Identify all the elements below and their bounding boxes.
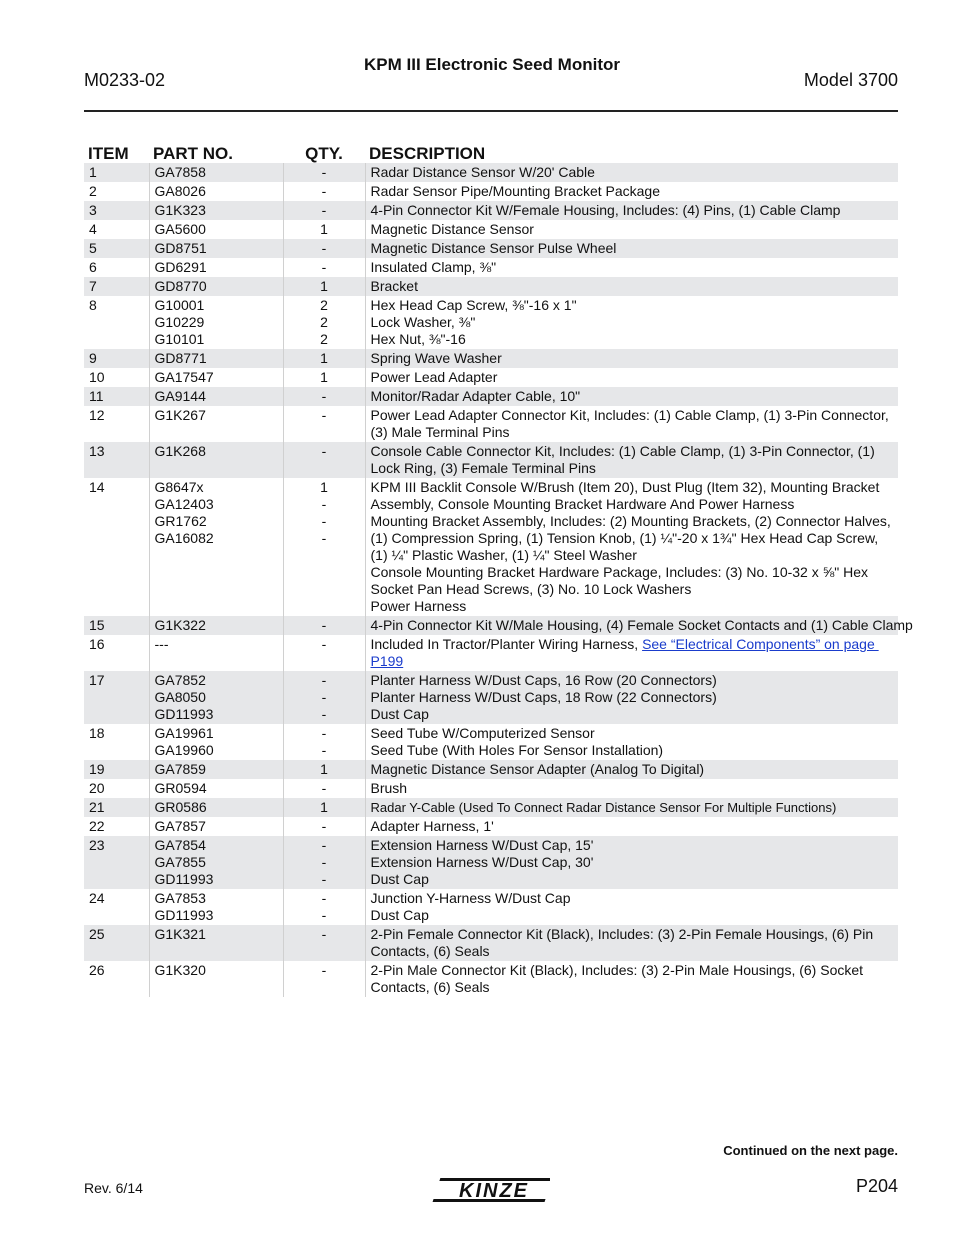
part-number-line: GR0594 bbox=[154, 780, 207, 796]
quantity bbox=[283, 836, 365, 889]
description bbox=[365, 798, 898, 817]
part-number bbox=[149, 258, 283, 277]
quantity bbox=[283, 277, 365, 296]
quantity-line: - bbox=[321, 907, 327, 923]
description-line: Power Lead Adapter bbox=[370, 369, 498, 385]
kinze-logo bbox=[432, 1176, 550, 1204]
item-number: 20 bbox=[89, 780, 105, 796]
document-title: KPM III Electronic Seed Monitor bbox=[364, 55, 620, 74]
item-number: 13 bbox=[84, 442, 149, 478]
electrical-components-link[interactable]: See “Electrical Components” on page bbox=[642, 636, 879, 652]
quantity-line: - bbox=[321, 672, 327, 688]
part-number bbox=[149, 442, 283, 478]
part-number-line: G1K320 bbox=[154, 962, 206, 978]
item-number: 14 bbox=[89, 479, 105, 495]
description-line: Lock Washer, ⅜" bbox=[370, 314, 476, 330]
part-number bbox=[149, 671, 283, 724]
item-number: 19 bbox=[84, 760, 149, 779]
item-number: 6 bbox=[89, 259, 97, 275]
part-number bbox=[149, 296, 283, 349]
quantity bbox=[283, 724, 365, 760]
part-number bbox=[149, 349, 283, 368]
quantity-line: - bbox=[321, 818, 327, 834]
quantity-line: - bbox=[321, 617, 327, 633]
table-row bbox=[84, 239, 898, 258]
description bbox=[365, 406, 898, 442]
quantity bbox=[283, 961, 365, 997]
description-line: (1) Compression Spring, (1) Tension Knob, (1) ¼"-20 x 1¾" Hex Head Cap Screw, bbox=[370, 530, 879, 546]
item-number: 24 bbox=[89, 890, 105, 906]
table-row bbox=[84, 201, 898, 220]
header-rule bbox=[84, 110, 898, 112]
quantity-line: - bbox=[321, 513, 327, 529]
page-link-p199[interactable]: P199 bbox=[370, 653, 404, 669]
quantity-line: - bbox=[321, 183, 327, 199]
description-line: Magnetic Distance Sensor Adapter (Analog To Digital) bbox=[370, 761, 705, 777]
table-row bbox=[84, 635, 898, 671]
part-number-line: GD8771 bbox=[154, 350, 207, 366]
part-number bbox=[149, 889, 283, 925]
part-number-line: GA7854 bbox=[154, 837, 206, 853]
item-number: 16 bbox=[89, 636, 105, 652]
quantity-line: - bbox=[321, 742, 327, 758]
item-number: 26 bbox=[89, 962, 105, 978]
quantity bbox=[283, 239, 365, 258]
quantity-line: - bbox=[321, 854, 327, 870]
part-number-line: GA5600 bbox=[154, 221, 206, 237]
description bbox=[365, 961, 898, 997]
description bbox=[365, 182, 898, 201]
part-number bbox=[149, 277, 283, 296]
table-row bbox=[84, 724, 898, 760]
description-line: Radar Sensor Pipe/Mounting Bracket Package bbox=[370, 183, 660, 199]
quantity bbox=[283, 889, 365, 925]
description bbox=[365, 724, 898, 760]
page-number: P204 bbox=[855, 1176, 898, 1196]
quantity-line: - bbox=[321, 496, 327, 512]
table-row bbox=[84, 163, 898, 182]
table-row bbox=[84, 760, 898, 779]
description-line: Insulated Clamp, ⅜" bbox=[370, 259, 497, 275]
quantity bbox=[283, 258, 365, 277]
item-number: 18 bbox=[89, 725, 105, 741]
item-number: 22 bbox=[89, 818, 105, 834]
part-number bbox=[149, 220, 283, 239]
description bbox=[365, 442, 898, 478]
quantity-line: - bbox=[321, 259, 327, 275]
part-number bbox=[149, 817, 283, 836]
description bbox=[365, 277, 898, 296]
part-number-line: GA8026 bbox=[154, 183, 206, 199]
description-line: 2-Pin Male Connector Kit (Black), Includes: (3) 2-Pin Male Housings, (6) Socket bbox=[370, 962, 864, 978]
part-number bbox=[149, 798, 283, 817]
part-number-line: G1K267 bbox=[154, 407, 206, 423]
quantity-line: 1 bbox=[320, 221, 328, 237]
part-number bbox=[149, 163, 283, 182]
quantity-line: 1 bbox=[320, 350, 328, 366]
item-number: 12 bbox=[89, 407, 105, 423]
description-line: Socket Pan Head Screws, (3) No. 10 Lock Washers bbox=[370, 581, 692, 597]
part-number-line: GD8770 bbox=[154, 278, 207, 294]
description-line: Contacts, (6) Seals bbox=[370, 943, 490, 959]
part-number bbox=[149, 635, 283, 671]
item-number: 3 bbox=[84, 201, 149, 220]
part-number-line: GA19960 bbox=[154, 742, 214, 758]
table-row bbox=[84, 889, 898, 925]
part-number-line: G10229 bbox=[154, 314, 205, 330]
table-row bbox=[84, 296, 898, 349]
quantity bbox=[283, 163, 365, 182]
col-header-description: DESCRIPTION bbox=[369, 144, 486, 163]
continued-note: Continued on the next page. bbox=[723, 1143, 898, 1158]
part-number-line: GA7859 bbox=[154, 761, 206, 777]
description bbox=[365, 925, 898, 961]
table-row bbox=[84, 406, 898, 442]
parts-table bbox=[84, 140, 913, 997]
parts-table-body bbox=[84, 163, 913, 997]
item-number: 23 bbox=[84, 836, 149, 889]
quantity bbox=[283, 671, 365, 724]
quantity bbox=[283, 779, 365, 798]
part-number-line: G1K323 bbox=[154, 202, 206, 218]
description bbox=[365, 239, 898, 258]
description bbox=[365, 478, 898, 616]
part-number-line: GA9144 bbox=[154, 388, 206, 404]
description bbox=[365, 889, 898, 925]
description-line: Dust Cap bbox=[370, 706, 429, 722]
table-row bbox=[84, 368, 898, 387]
description-line: 4-Pin Connector Kit W/Male Housing, (4) Female Socket Contacts and (1) Cable Clamp bbox=[370, 617, 913, 633]
part-number bbox=[149, 368, 283, 387]
description bbox=[365, 779, 898, 798]
description-line bbox=[371, 636, 895, 653]
description-line: Contacts, (6) Seals bbox=[370, 979, 490, 995]
quantity bbox=[283, 349, 365, 368]
description-line: Planter Harness W/Dust Caps, 16 Row (20 Connectors) bbox=[370, 672, 717, 688]
quantity-line: 2 bbox=[320, 297, 328, 313]
item-number: 1 bbox=[84, 163, 149, 182]
table-row bbox=[84, 220, 898, 239]
description-line: Extension Harness W/Dust Cap, 30' bbox=[370, 854, 594, 870]
description-line: Bracket bbox=[370, 278, 418, 294]
description-line: Mounting Bracket Assembly, Includes: (2) Mounting Brackets, (2) Connector Halves, bbox=[370, 513, 891, 529]
description-line: Spring Wave Washer bbox=[370, 350, 502, 366]
table-row bbox=[84, 616, 898, 635]
quantity bbox=[283, 760, 365, 779]
table-header-row bbox=[84, 140, 898, 163]
col-header-part: PART NO. bbox=[153, 144, 233, 163]
part-number bbox=[149, 239, 283, 258]
logo-wordmark: KINZE bbox=[459, 1180, 529, 1202]
description bbox=[365, 671, 898, 724]
description-line: Console Mounting Bracket Hardware Package, Includes: (3) No. 10-32 x ⅝" Hex bbox=[370, 564, 869, 580]
quantity bbox=[283, 817, 365, 836]
quantity-line: - bbox=[321, 725, 327, 741]
quantity-line: - bbox=[321, 890, 327, 906]
part-number bbox=[149, 925, 283, 961]
col-header-item: ITEM bbox=[88, 144, 129, 163]
quantity-line: - bbox=[321, 443, 327, 459]
doc-number: M0233-02 bbox=[84, 70, 166, 90]
part-number-line: GA7852 bbox=[154, 672, 206, 688]
description bbox=[365, 387, 898, 406]
quantity-line: - bbox=[321, 962, 327, 978]
revision-label: Rev. 6/14 bbox=[84, 1180, 143, 1196]
part-number-line: --- bbox=[154, 636, 169, 652]
description-line: Lock Ring, (3) Female Terminal Pins bbox=[370, 460, 596, 476]
part-number-line: GD11993 bbox=[154, 907, 214, 923]
table-row bbox=[84, 258, 898, 277]
part-number bbox=[149, 387, 283, 406]
item-number: 4 bbox=[89, 221, 97, 237]
item-number: 10 bbox=[89, 369, 105, 385]
part-number bbox=[149, 836, 283, 889]
part-number bbox=[149, 779, 283, 798]
item-number: 5 bbox=[84, 239, 149, 258]
item-number: 8 bbox=[89, 297, 97, 313]
item-number: 21 bbox=[84, 798, 149, 817]
description bbox=[365, 760, 898, 779]
part-number-line: GA12403 bbox=[154, 496, 214, 512]
description-line: Seed Tube (With Holes For Sensor Installation) bbox=[370, 742, 664, 758]
description-line: (3) Male Terminal Pins bbox=[370, 424, 510, 440]
part-number-line: G1K321 bbox=[154, 926, 206, 942]
part-number bbox=[149, 961, 283, 997]
quantity bbox=[283, 201, 365, 220]
description-line: Dust Cap bbox=[370, 871, 429, 887]
item-number: 15 bbox=[84, 616, 149, 635]
description-line: Seed Tube W/Computerized Sensor bbox=[370, 725, 595, 741]
description bbox=[365, 220, 898, 239]
part-number bbox=[149, 478, 283, 616]
quantity bbox=[283, 220, 365, 239]
quantity-line: - bbox=[321, 871, 327, 887]
item-number: 17 bbox=[84, 671, 149, 724]
quantity-line: - bbox=[321, 706, 327, 722]
part-number-line: GD6291 bbox=[154, 259, 207, 275]
description bbox=[365, 635, 898, 671]
description bbox=[365, 368, 898, 387]
description-line: Radar Y-Cable (Used To Connect Radar Distance Sensor For Multiple Functions) bbox=[370, 800, 837, 815]
table-row bbox=[84, 182, 898, 201]
part-number-line: GA7855 bbox=[154, 854, 206, 870]
description-line: Adapter Harness, 1' bbox=[370, 818, 494, 834]
quantity bbox=[283, 442, 365, 478]
table-row bbox=[84, 478, 898, 616]
description-line: Radar Distance Sensor W/20' Cable bbox=[370, 164, 595, 180]
description-line: Power Lead Adapter Connector Kit, Includes: (1) Cable Clamp, (1) 3-Pin Connector, bbox=[370, 407, 889, 423]
quantity bbox=[283, 635, 365, 671]
quantity-line: - bbox=[321, 530, 327, 546]
quantity-line: 1 bbox=[320, 278, 328, 294]
part-number bbox=[149, 182, 283, 201]
part-number-line: GD11993 bbox=[154, 706, 214, 722]
quantity-line: - bbox=[321, 164, 327, 180]
part-number bbox=[149, 724, 283, 760]
quantity bbox=[283, 616, 365, 635]
table-row bbox=[84, 817, 898, 836]
quantity bbox=[283, 387, 365, 406]
description-text: Included In Tractor/Planter Wiring Harness, bbox=[370, 636, 643, 652]
part-number bbox=[149, 760, 283, 779]
quantity-line: - bbox=[321, 926, 327, 942]
item-number: 2 bbox=[89, 183, 97, 199]
description-line: Junction Y-Harness W/Dust Cap bbox=[370, 890, 571, 906]
quantity-line: 1 bbox=[320, 761, 328, 777]
quantity-line: 2 bbox=[320, 331, 328, 347]
description-line: Magnetic Distance Sensor Pulse Wheel bbox=[370, 240, 617, 256]
item-number: 9 bbox=[84, 349, 149, 368]
description-line: Console Cable Connector Kit, Includes: (1) Cable Clamp, (1) 3-Pin Connector, (1) bbox=[370, 443, 875, 459]
quantity-line: 1 bbox=[320, 369, 328, 385]
description bbox=[365, 201, 898, 220]
quantity-line: 2 bbox=[320, 314, 328, 330]
description-line: Hex Head Cap Screw, ⅜"-16 x 1" bbox=[370, 297, 577, 313]
description-line: Assembly, Console Mounting Bracket Hardware And Power Harness bbox=[370, 496, 795, 512]
table-row bbox=[84, 961, 898, 997]
description bbox=[365, 163, 898, 182]
table-row bbox=[84, 779, 898, 798]
table-row bbox=[84, 349, 898, 368]
description-line: (1) ¼" Plastic Washer, (1) ¼" Steel Washer bbox=[370, 547, 637, 563]
quantity-line: - bbox=[321, 636, 327, 652]
quantity-line: 1 bbox=[320, 799, 328, 815]
quantity bbox=[283, 478, 365, 616]
quantity bbox=[283, 406, 365, 442]
part-number-line: GA16082 bbox=[154, 530, 214, 546]
quantity-line: - bbox=[321, 780, 327, 796]
quantity bbox=[283, 798, 365, 817]
part-number-line: GA8050 bbox=[154, 689, 206, 705]
table-row bbox=[84, 277, 898, 296]
description-line: Dust Cap bbox=[370, 907, 429, 923]
part-number-line: G8647x bbox=[154, 479, 204, 495]
item-number: 7 bbox=[84, 277, 149, 296]
part-number-line: G10101 bbox=[154, 331, 205, 347]
quantity-line: - bbox=[321, 407, 327, 423]
part-number-line: GA7853 bbox=[154, 890, 206, 906]
model-label: Model 3700 bbox=[803, 70, 898, 90]
part-number-line: G10001 bbox=[154, 297, 205, 313]
quantity-line: - bbox=[321, 837, 327, 853]
description bbox=[365, 349, 898, 368]
description bbox=[365, 296, 898, 349]
table-row bbox=[84, 671, 898, 724]
part-number bbox=[149, 406, 283, 442]
part-number-line: GA19961 bbox=[154, 725, 214, 741]
part-number-line: GD11993 bbox=[154, 871, 214, 887]
description bbox=[365, 836, 898, 889]
quantity bbox=[283, 182, 365, 201]
quantity bbox=[283, 296, 365, 349]
quantity-line: - bbox=[321, 240, 327, 256]
description bbox=[365, 817, 898, 836]
part-number-line: GA17547 bbox=[154, 369, 214, 385]
part-number-line: GD8751 bbox=[154, 240, 207, 256]
quantity-line: - bbox=[321, 689, 327, 705]
description bbox=[365, 616, 913, 635]
description-line: Hex Nut, ⅜"-16 bbox=[370, 331, 466, 347]
table-row bbox=[84, 442, 898, 478]
table-row bbox=[84, 925, 898, 961]
part-number bbox=[149, 201, 283, 220]
description-line: Monitor/Radar Adapter Cable, 10" bbox=[370, 388, 581, 404]
col-header-qty: QTY. bbox=[305, 144, 343, 163]
quantity bbox=[283, 925, 365, 961]
description-line: Extension Harness W/Dust Cap, 15' bbox=[370, 837, 594, 853]
part-number bbox=[149, 616, 283, 635]
table-row bbox=[84, 836, 898, 889]
part-number-line: GA7858 bbox=[154, 164, 206, 180]
description-line: Magnetic Distance Sensor bbox=[370, 221, 534, 237]
item-number: 11 bbox=[84, 387, 149, 406]
description bbox=[365, 258, 898, 277]
quantity-line: 1 bbox=[320, 479, 328, 495]
quantity-line: - bbox=[321, 388, 327, 404]
description-line: Brush bbox=[370, 780, 408, 796]
table-row bbox=[84, 798, 898, 817]
part-number-line: GR0586 bbox=[154, 799, 207, 815]
description-line: 4-Pin Connector Kit W/Female Housing, Includes: (4) Pins, (1) Cable Clamp bbox=[370, 202, 841, 218]
quantity bbox=[283, 368, 365, 387]
description-line bbox=[371, 653, 895, 670]
quantity-line: - bbox=[321, 202, 327, 218]
description-line: KPM III Backlit Console W/Brush (Item 20), Dust Plug (Item 32), Mounting Bracket bbox=[370, 479, 880, 495]
description-line: 2-Pin Female Connector Kit (Black), Includes: (3) 2-Pin Female Housings, (6) Pin bbox=[370, 926, 874, 942]
part-number-line: G1K268 bbox=[154, 443, 206, 459]
part-number-line: GA7857 bbox=[154, 818, 206, 834]
description-line: Planter Harness W/Dust Caps, 18 Row (22 Connectors) bbox=[370, 689, 717, 705]
table-row bbox=[84, 387, 898, 406]
description-line: Power Harness bbox=[370, 598, 467, 614]
item-number: 25 bbox=[84, 925, 149, 961]
part-number-line: G1K322 bbox=[154, 617, 206, 633]
part-number-line: GR1762 bbox=[154, 513, 207, 529]
